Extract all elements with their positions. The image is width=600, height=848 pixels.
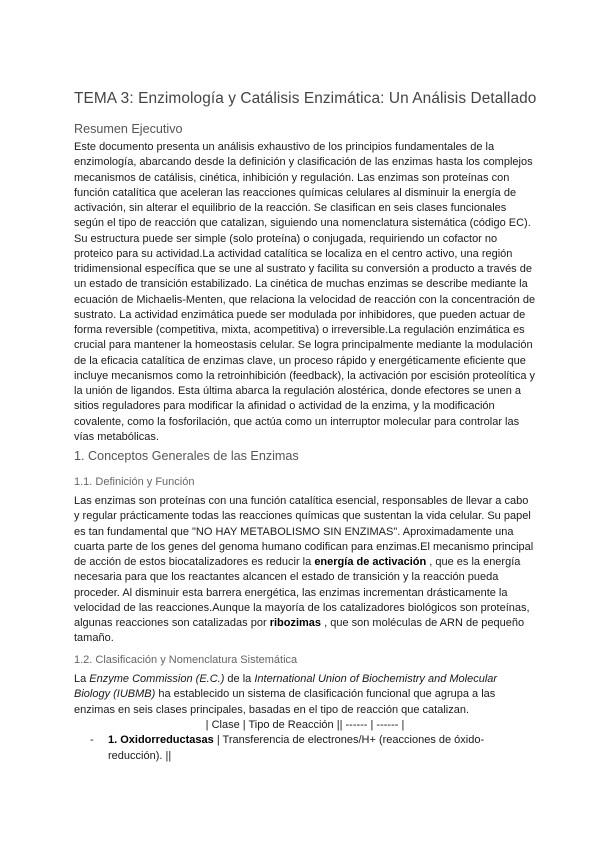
classification-text-c: ha establecido un sistema de clasificación funcional que agrupa a las enzimas en seis clases principales, basadas en el tipo de reacción que catalizan. (74, 688, 496, 716)
list-item-bold: 1. Oxidorreductasas (108, 734, 214, 746)
subsection-1-1-paragraph (74, 494, 536, 647)
classification-text-a: La (74, 673, 90, 685)
definition-text-c: , que son moléculas de ARN de pequeño tamaño. (74, 617, 525, 645)
list-item-text (108, 733, 536, 764)
list-bullet: - (90, 734, 94, 746)
term-iubmb: International Union of Biochemistry and Molecular Biology (IUBMB) (74, 673, 498, 701)
summary-paragraph: Este documento presenta un análisis exhaustivo de los principios fundamentales de la enzimología, abarcando desde la definición y clasificación de las enzimas hasta los complejos mecanismos de catálisis, cinética, inhibición y regulación. Las enzimas son proteínas con función catalítica que aceleran las reacciones químicas celulares al disminuir la energía de activación, sin alterar el equilibrio de la reacción. Se clasifican en seis clases funcionales según el tipo de reacción que catalizan, siguiendo una nomenclatura sistemática (código EC). Su estructura puede ser simple (solo proteína) o conjugada, requiriendo un cofactor no proteico para su actividad.La actividad catalítica se localiza en el centro activo, una región tridimensional específica que se une al sustrato y facilita su conversión a producto a través de un estado de transición estabilizado. La cinética de muchas enzimas se describe mediante la ecuación de Michaelis-Menten, que relaciona la velocidad de reacción con la concentración de sustrato. La actividad enzimática puede ser modulada por inhibidores, que pueden actuar de forma reversible (competitiva, mixta, acompetitiva) o irreversible.La regulación enzimática es crucial para mantener la homeostasis celular. Se logra principalmente mediante la modulación de la eficacia catalítica de enzimas clave, un proceso rápido y energéticamente eficiente que incluye mecanismos como la retroinhibición (feedback), la activación por escisión proteolítica y la unión de ligandos. Esta última abarca la regulación alostérica, donde efectores se unen a sitios reguladores para modificar la afinidad o actividad de la enzima, y la modificación covalente, como la fosforilación, que actúa como un interruptor molecular para controlar las vías metabólicas. (74, 141, 536, 443)
subsection-1-2-heading: 1.2. Clasificación y Nomenclatura Sistemática (74, 654, 298, 666)
subsection-1-1-heading: 1.1. Definición y Función (74, 476, 195, 488)
list-item-description: | Transferencia de electrones/H+ (reacciones de óxido-reducción). || (108, 734, 485, 762)
definition-text-a: Las enzimas son proteínas con una función catalítica esencial, responsables de llevar a cabo y regular prácticamente todas las reacciones químicas que sustentan la vida celular. Su papel es tan fundamental que "NO HAY METABOLISMO SIN ENZIMAS". Aproximadamente una cuarta parte de los genes del genoma humano codifican para enzimas.El mecanismo principal de acción de estos biocatalizadores es reducir la (74, 495, 534, 568)
classification-text-b: de la (224, 673, 255, 685)
term-ribozymes: ribozimas (269, 617, 322, 629)
markdown-table-header: | Clase | Tipo de Reacción || ------ | ------ | (205, 719, 405, 731)
term-enzyme-commission: Enzyme Commission (E.C.) (89, 673, 225, 685)
definition-text-b: , que es la energía necesaria para que los reactantes alcancen el estado de transición y la reacción pueda proceder. Al disminuir esta barrera energética, las enzimas incrementan drásticamente la velocidad de las reacciones.Aunque la mayoría de los catalizadores biológicos son proteínas, algunas reacciones son catalizadas por (74, 556, 530, 629)
summary-heading: Resumen Ejecutivo (74, 122, 183, 136)
list-item (90, 733, 536, 764)
document-title: TEMA 3: Enzimología y Catálisis Enzimática: Un Análisis Detallado (74, 90, 537, 107)
subsection-1-2-paragraph (74, 672, 536, 718)
term-activation-energy: energía de activación (314, 556, 427, 568)
section-1-heading: 1. Conceptos Generales de las Enzimas (74, 449, 299, 463)
